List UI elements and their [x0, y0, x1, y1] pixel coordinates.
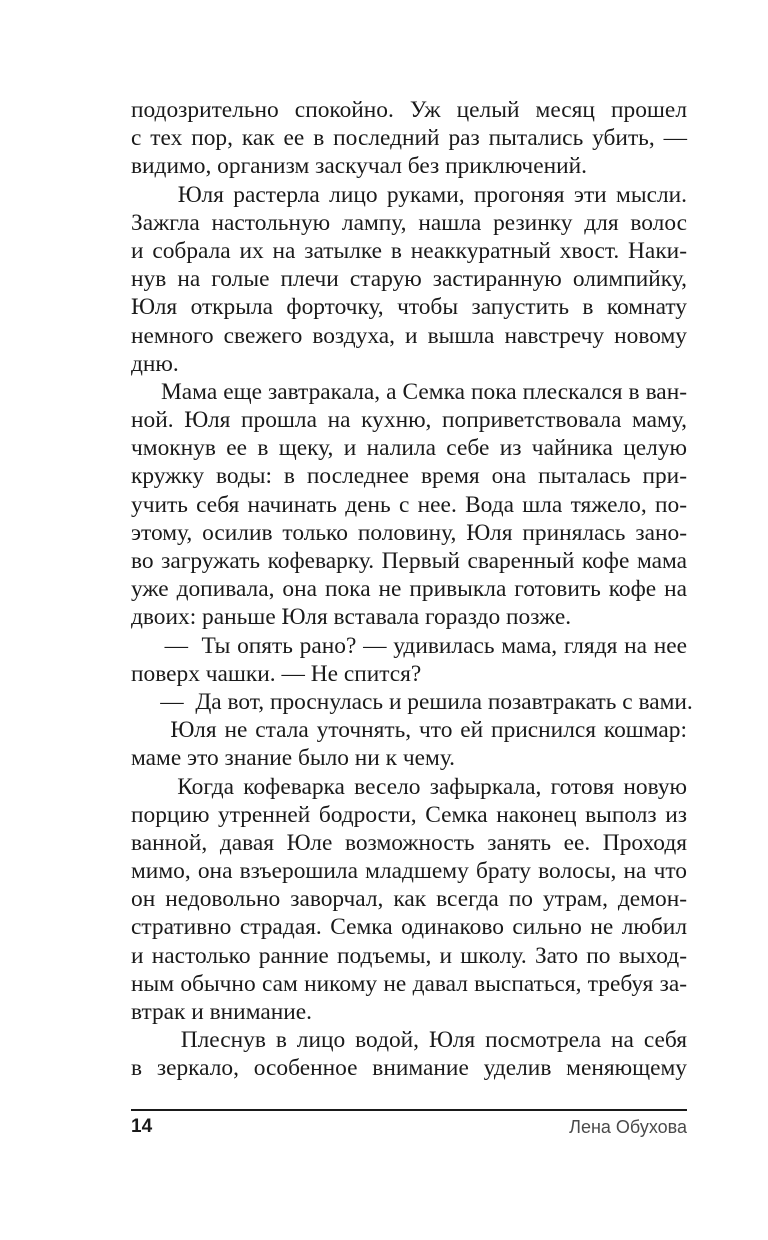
text-line: мимо, она взъерошила младшему брату волосы, на что — [131, 858, 687, 885]
text-line: Плеснув в лицо водой, Юля посмотрела на себя — [131, 1027, 687, 1054]
text-line: Юля не стала уточнять, что ей приснился кошмар: — [131, 717, 687, 744]
text-line: нув на голые плечи старую застиранную олимпийку, — [131, 266, 687, 293]
text-line: и настолько ранние подъемы, и школу. Зато по выход- — [131, 942, 687, 969]
text-line: — Да вот, проснулась и решила позавтракать с вами. — [131, 688, 693, 715]
text-line: этому, осилив только половину, Юля принялась зано- — [131, 519, 687, 546]
page-number: 14 — [131, 1116, 153, 1137]
text-line: немного свежего воздуха, и вышла навстречу новому — [131, 322, 687, 349]
footer-divider — [131, 1109, 687, 1111]
text-line: подозрительно спокойно. Уж целый месяц прошел — [131, 97, 687, 123]
text-line: Когда кофеварка весело зафыркала, готовя новую — [131, 773, 687, 800]
text-line: ной. Юля прошла на кухню, поприветствовала маму, — [131, 407, 687, 434]
text-line: ным обычно сам никому не давал выспаться, требуя за- — [131, 970, 687, 997]
text-line: поверх чашки. — Не спится? — [131, 660, 422, 687]
text-line: двоих: раньше Юля вставала гораздо позже. — [131, 604, 572, 631]
text-line: стративно страдая. Семка одинаково сильно не любил — [131, 914, 687, 941]
text-line: дню. — [131, 350, 179, 377]
text-line: с тех пор, как ее в последний раз пытались убить, — — [131, 125, 687, 152]
text-line: видимо, организм заскучал без приключений. — [131, 153, 587, 180]
body-text — [131, 96, 693, 1083]
text-line: уже допивала, она пока не привыкла готовить кофе на — [131, 576, 687, 603]
text-line: кружку воды: в последнее время она пыталась при- — [131, 463, 687, 490]
text-line: в зеркало, особенное внимание уделив меняющему — [131, 1055, 687, 1082]
text-line: маме это знание было ни к чему. — [131, 745, 456, 772]
text-line: Мама еще завтракала, а Семка пока плескался в ван- — [131, 378, 687, 405]
text-line: он недовольно заворчал, как всегда по утрам, демон- — [131, 886, 687, 913]
text-line: — Ты опять рано? — удивилась мама, глядя на нее — [131, 632, 687, 659]
text-line: во загружать кофеварку. Первый сваренный кофе мама — [131, 548, 687, 574]
running-footer-author: Лена Обухова — [569, 1117, 687, 1137]
text-line: ванной, давая Юле возможность занять ее. Проходя — [131, 829, 687, 856]
text-line: чмокнув ее в щеку, и налила себе из чайника целую — [131, 435, 687, 462]
text-line: порцию утренней бодрости, Семка наконец выполз из — [131, 801, 687, 828]
text-line: и собрала их на затылке в неаккуратный хвост. Наки- — [131, 237, 687, 264]
text-line: Юля открыла форточку, чтобы запустить в комнату — [131, 294, 687, 321]
text-line: втрак и внимание. — [131, 999, 312, 1025]
text-line: Юля растерла лицо руками, прогоняя эти мысли. — [131, 181, 687, 208]
text-line: учить себя начинать день с нее. Вода шла тяжело, по- — [131, 491, 687, 518]
text-line: Зажгла настольную лампу, нашла резинку для волос — [131, 209, 687, 236]
